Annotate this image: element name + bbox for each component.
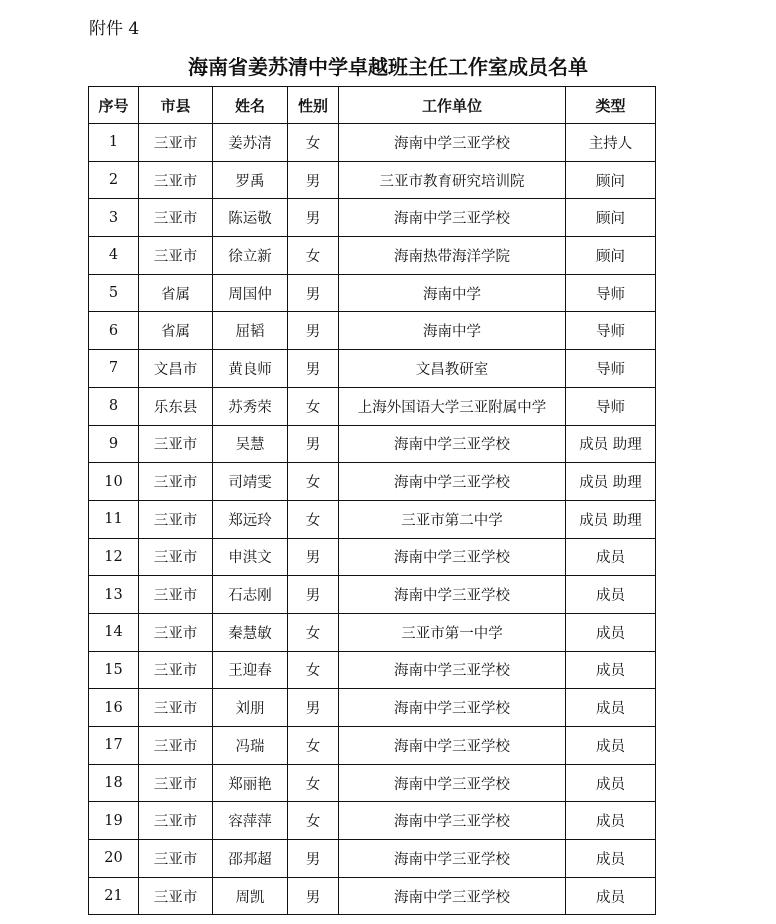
gender-cell: 女	[288, 764, 339, 802]
gender-cell: 女	[288, 463, 339, 501]
role-cell: 成员	[566, 764, 656, 802]
city-cell: 文昌市	[139, 350, 213, 388]
index-cell: 19	[89, 802, 139, 840]
workplace-cell: 海南中学	[339, 274, 566, 312]
city-cell: 三亚市	[139, 727, 213, 765]
gender-cell: 女	[288, 500, 339, 538]
column-header-gender: 性别	[288, 87, 339, 124]
gender-cell: 男	[288, 425, 339, 463]
workplace-cell: 海南中学三亚学校	[339, 576, 566, 614]
role-cell: 成员	[566, 689, 656, 727]
role-cell: 成员	[566, 877, 656, 915]
table-row	[89, 689, 656, 727]
name-cell: 罗禹	[213, 161, 288, 199]
role-cell: 成员 助理	[566, 425, 656, 463]
name-cell: 姜苏清	[213, 124, 288, 162]
role-cell: 导师	[566, 312, 656, 350]
city-cell: 乐东县	[139, 387, 213, 425]
index-cell: 8	[89, 387, 139, 425]
workplace-cell: 海南中学三亚学校	[339, 727, 566, 765]
index-cell: 21	[89, 877, 139, 915]
workplace-cell: 三亚市第二中学	[339, 500, 566, 538]
table-row	[89, 237, 656, 275]
gender-cell: 男	[288, 576, 339, 614]
workplace-cell: 海南中学三亚学校	[339, 840, 566, 878]
role-cell: 导师	[566, 274, 656, 312]
name-cell: 周凯	[213, 877, 288, 915]
index-cell: 7	[89, 350, 139, 388]
index-cell: 12	[89, 538, 139, 576]
role-cell: 成员	[566, 802, 656, 840]
table-row	[89, 538, 656, 576]
city-cell: 三亚市	[139, 877, 213, 915]
table-row	[89, 387, 656, 425]
index-cell: 9	[89, 425, 139, 463]
index-cell: 16	[89, 689, 139, 727]
table-row	[89, 727, 656, 765]
city-cell: 三亚市	[139, 500, 213, 538]
index-cell: 1	[89, 124, 139, 162]
gender-cell: 男	[288, 312, 339, 350]
attachment-label: 附件 4	[89, 19, 140, 39]
name-cell: 申淇文	[213, 538, 288, 576]
name-cell: 苏秀荣	[213, 387, 288, 425]
name-cell: 黄良师	[213, 350, 288, 388]
index-cell: 5	[89, 274, 139, 312]
index-cell: 18	[89, 764, 139, 802]
workplace-cell: 海南中学三亚学校	[339, 425, 566, 463]
workplace-cell: 海南中学三亚学校	[339, 538, 566, 576]
gender-cell: 男	[288, 199, 339, 237]
index-cell: 6	[89, 312, 139, 350]
workplace-cell: 上海外国语大学三亚附属中学	[339, 387, 566, 425]
column-header-name: 姓名	[213, 87, 288, 124]
table-row	[89, 350, 656, 388]
role-cell: 主持人	[566, 124, 656, 162]
role-cell: 导师	[566, 387, 656, 425]
role-cell: 成员	[566, 538, 656, 576]
role-cell: 成员	[566, 613, 656, 651]
workplace-cell: 海南中学三亚学校	[339, 802, 566, 840]
role-cell: 顾问	[566, 237, 656, 275]
name-cell: 石志刚	[213, 576, 288, 614]
name-cell: 郑远玲	[213, 500, 288, 538]
gender-cell: 男	[288, 840, 339, 878]
city-cell: 三亚市	[139, 802, 213, 840]
table-row	[89, 124, 656, 162]
header-row	[89, 87, 656, 124]
gender-cell: 男	[288, 877, 339, 915]
gender-cell: 男	[288, 350, 339, 388]
workplace-cell: 海南中学三亚学校	[339, 689, 566, 727]
workplace-cell: 海南中学三亚学校	[339, 124, 566, 162]
city-cell: 三亚市	[139, 538, 213, 576]
workplace-cell: 文昌教研室	[339, 350, 566, 388]
workplace-cell: 三亚市教育研究培训院	[339, 161, 566, 199]
name-cell: 邵邦超	[213, 840, 288, 878]
table-row	[89, 312, 656, 350]
city-cell: 三亚市	[139, 237, 213, 275]
index-cell: 14	[89, 613, 139, 651]
name-cell: 刘朋	[213, 689, 288, 727]
workplace-cell: 海南中学三亚学校	[339, 651, 566, 689]
gender-cell: 男	[288, 538, 339, 576]
workplace-cell: 海南热带海洋学院	[339, 237, 566, 275]
table-row	[89, 576, 656, 614]
gender-cell: 男	[288, 274, 339, 312]
index-cell: 4	[89, 237, 139, 275]
index-cell: 13	[89, 576, 139, 614]
gender-cell: 女	[288, 387, 339, 425]
gender-cell: 女	[288, 237, 339, 275]
table-row	[89, 500, 656, 538]
index-cell: 3	[89, 199, 139, 237]
column-header-role: 类型	[566, 87, 656, 124]
name-cell: 冯瑞	[213, 727, 288, 765]
city-cell: 三亚市	[139, 425, 213, 463]
role-cell: 成员	[566, 651, 656, 689]
gender-cell: 女	[288, 651, 339, 689]
index-cell: 15	[89, 651, 139, 689]
workplace-cell: 海南中学三亚学校	[339, 764, 566, 802]
gender-cell: 女	[288, 727, 339, 765]
name-cell: 秦慧敏	[213, 613, 288, 651]
index-cell: 11	[89, 500, 139, 538]
role-cell: 成员	[566, 576, 656, 614]
name-cell: 徐立新	[213, 237, 288, 275]
city-cell: 三亚市	[139, 199, 213, 237]
name-cell: 司靖雯	[213, 463, 288, 501]
role-cell: 顾问	[566, 161, 656, 199]
role-cell: 成员 助理	[566, 500, 656, 538]
name-cell: 屈韬	[213, 312, 288, 350]
table-row	[89, 425, 656, 463]
name-cell: 陈运敬	[213, 199, 288, 237]
table-row	[89, 840, 656, 878]
table-row	[89, 877, 656, 915]
name-cell: 周国仲	[213, 274, 288, 312]
role-cell: 成员	[566, 727, 656, 765]
city-cell: 省属	[139, 274, 213, 312]
gender-cell: 男	[288, 161, 339, 199]
city-cell: 三亚市	[139, 124, 213, 162]
table-row	[89, 651, 656, 689]
table-row	[89, 802, 656, 840]
index-cell: 10	[89, 463, 139, 501]
name-cell: 吴慧	[213, 425, 288, 463]
city-cell: 三亚市	[139, 651, 213, 689]
workplace-cell: 海南中学三亚学校	[339, 463, 566, 501]
role-cell: 顾问	[566, 199, 656, 237]
city-cell: 三亚市	[139, 689, 213, 727]
city-cell: 三亚市	[139, 576, 213, 614]
table-row	[89, 161, 656, 199]
workplace-cell: 三亚市第一中学	[339, 613, 566, 651]
role-cell: 成员	[566, 840, 656, 878]
column-header-index: 序号	[89, 87, 139, 124]
role-cell: 成员 助理	[566, 463, 656, 501]
city-cell: 三亚市	[139, 613, 213, 651]
city-cell: 三亚市	[139, 161, 213, 199]
index-cell: 20	[89, 840, 139, 878]
gender-cell: 女	[288, 802, 339, 840]
name-cell: 王迎春	[213, 651, 288, 689]
city-cell: 三亚市	[139, 840, 213, 878]
table-row	[89, 764, 656, 802]
city-cell: 三亚市	[139, 764, 213, 802]
index-cell: 2	[89, 161, 139, 199]
workplace-cell: 海南中学三亚学校	[339, 877, 566, 915]
name-cell: 容萍萍	[213, 802, 288, 840]
gender-cell: 男	[288, 689, 339, 727]
gender-cell: 女	[288, 613, 339, 651]
table-row	[89, 274, 656, 312]
table-row	[89, 199, 656, 237]
document-title: 海南省姜苏清中学卓越班主任工作室成员名单	[188, 55, 588, 79]
member-table	[88, 86, 656, 915]
table-row	[89, 463, 656, 501]
city-cell: 省属	[139, 312, 213, 350]
name-cell: 郑丽艳	[213, 764, 288, 802]
index-cell: 17	[89, 727, 139, 765]
gender-cell: 女	[288, 124, 339, 162]
workplace-cell: 海南中学	[339, 312, 566, 350]
city-cell: 三亚市	[139, 463, 213, 501]
column-header-city: 市县	[139, 87, 213, 124]
workplace-cell: 海南中学三亚学校	[339, 199, 566, 237]
table-row	[89, 613, 656, 651]
column-header-workplace: 工作单位	[339, 87, 566, 124]
role-cell: 导师	[566, 350, 656, 388]
